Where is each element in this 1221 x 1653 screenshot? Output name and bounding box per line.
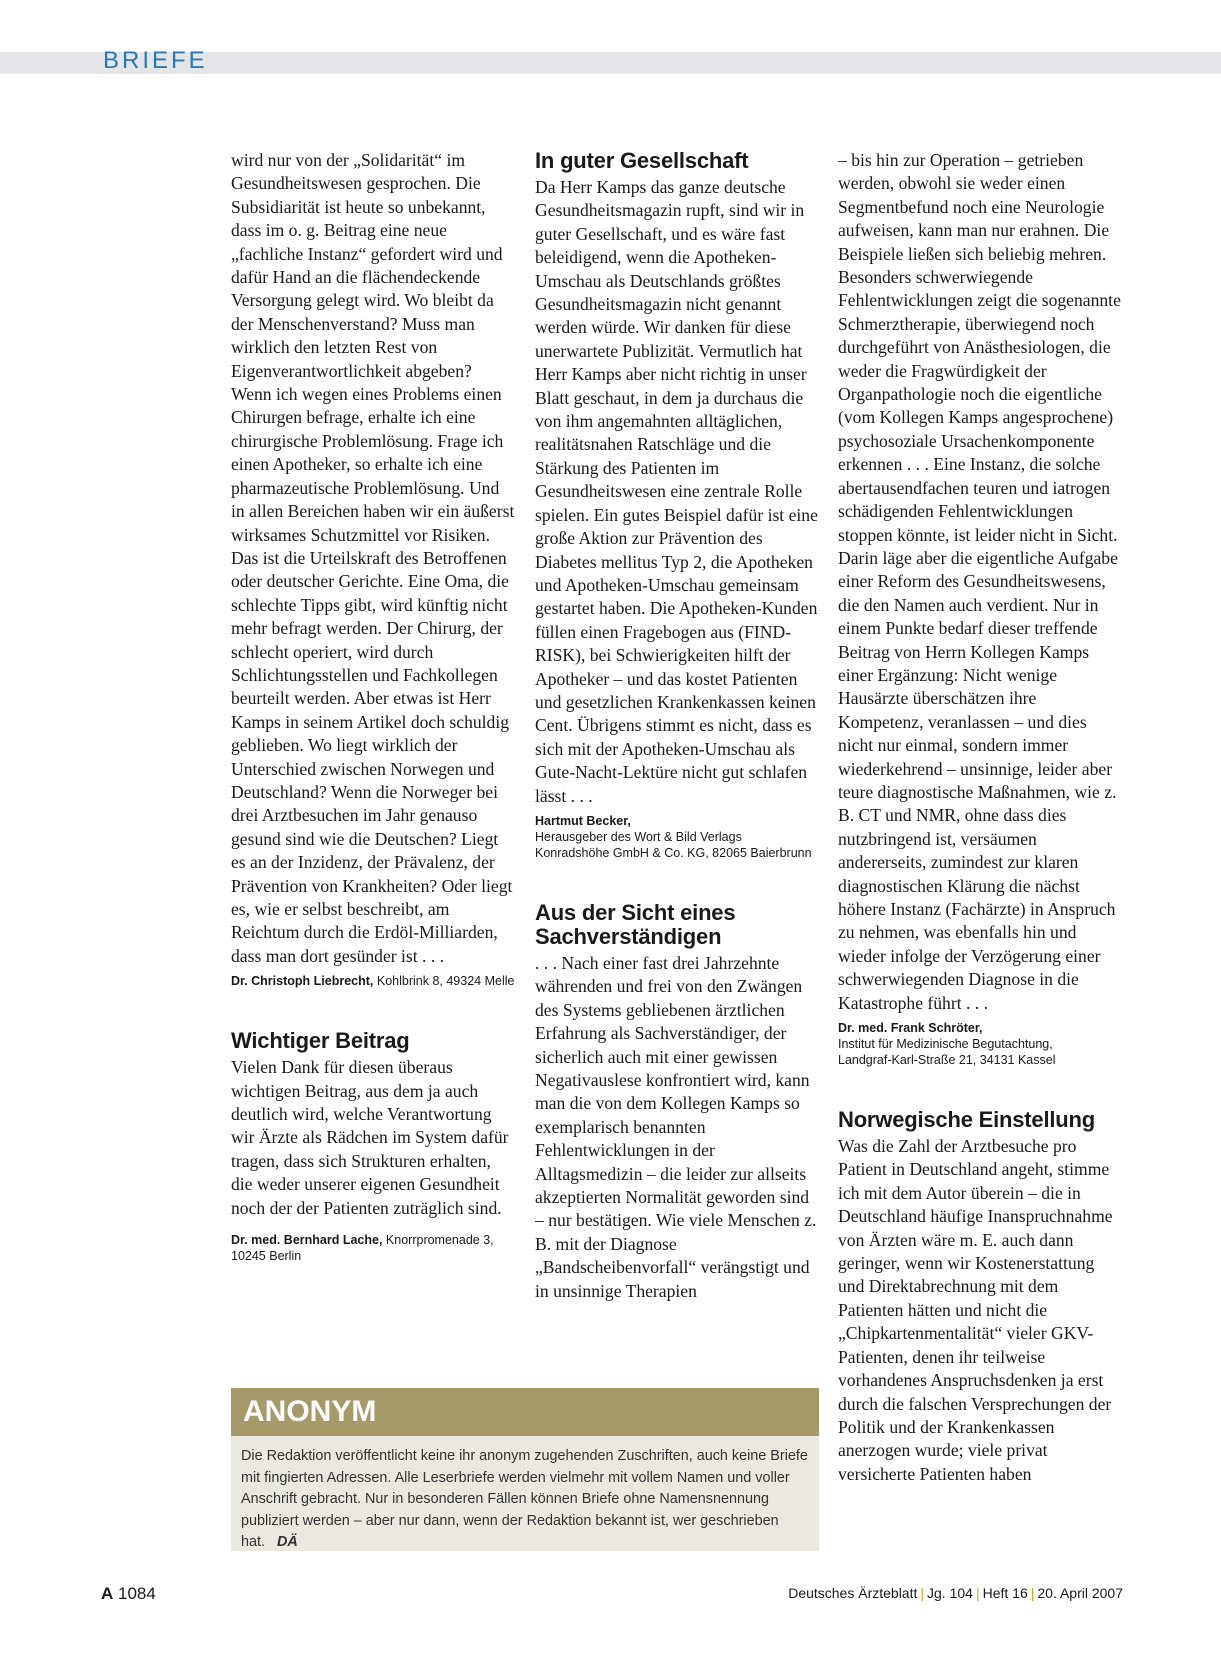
- page-prefix: A: [101, 1584, 114, 1603]
- letter-body-continuation: – bis hin zur Operation – getrieben werden, obwohl sie weder einen Segmentbefund noch eine Neurologie aufweisen, kann man nur erahnen. Die Beispiele ließen sich beliebig mehren. Besonders schwerwiegende Fehlentwicklungen zeigt die sogenannte Schmerztherapie, überwiegend noch durchgeführt von Anästhesiologen, die weder die Fragwürdigkeit der Organpathologie noch die eigentliche (vom Kollegen Kamps angesprochene) psychosoziale Ursachenkomponente erkennen . . . Eine Instanz, die solche abertausendfachen teuren und iatrogen schädigenden Fehlentwicklungen stoppen könnte, ist leider nicht in Sicht. Darin läge aber die eigentliche Aufgabe einer Reform des Gesundheitswesens, die den Namen auch verdient. Nur in einem Punkte bedarf dieser treffende Beitrag von Herrn Kollegen Kamps einer Ergänzung: Nicht wenige Hausärzte überschätzen ihre Kompetenz, veranlassen – und dies nicht nur einmal, sondern immer wiederkehrend – unsinnige, leider aber teure diagnostische Maßnahmen, wie z. B. CT und NMR, ohne dass dies nutzbringend ist, versäumen andererseits, zumindest zur klaren diagnostischen Klärung die nächst höhere Instanz (Fachärzte) in Anspruch zu nehmen, was ebenfalls hin und wieder infolge der Verzögerung einer schwerwiegenden Diagnose in die Katastrophe führt . . .: [838, 150, 1121, 1013]
- notice-abbreviation: DÄ: [277, 1534, 298, 1550]
- signature-role: Herausgeber des Wort & Bild Verlags: [535, 829, 742, 844]
- signature-name: Dr. med. Frank Schröter,: [838, 1021, 983, 1036]
- signature-name: Dr. Christoph Liebrecht,: [231, 974, 374, 989]
- journal-info: Deutsches Ärzteblatt | Jg. 104 | Heft 16 | 20. April 2007: [788, 1585, 1123, 1601]
- journal-name: Deutsches Ärzteblatt: [788, 1585, 918, 1601]
- notice-text: Die Redaktion veröffentlicht keine ihr anonym zugehenden Zuschriften, auch keine Briefe mit fingierten Adressen. Alle Leserbriefe werden vielmehr mit vollem Namen und voller Anschrift gebracht. Nur in besonderen Fällen können Briefe ohne Namensnennung publiziert werden – aber nur dann, wenn der Redaktion bekannt ist, wer geschrieben hat.: [241, 1448, 808, 1550]
- letter-body: Was die Zahl der Arztbesuche pro Patient in Deutschland angeht, stimme ich mit dem Autor überein – die in Deutschland häufige Inanspruchnahme von Ärzten wäre m. E. auch dann geringer, wenn wir Kostenerstattung und Direktabrechnung mit dem Patienten hätten und nicht die „Chipkartenmentalität“ vieler GKV-Patienten, denen ihr teilweise vorhandenes Anspruchsdenken ja erst durch die falschen Versprechungen der Politik und der Krankenkassen anerzogen wurde; viele privat versicherte Patienten haben: [838, 1136, 1113, 1484]
- signature-address: Kohlbrink 8, 49324 Melle: [376, 974, 515, 989]
- signature-name: Dr. med. Bernhard Lache,: [231, 1233, 383, 1248]
- letter-title: In guter Gesellschaft: [535, 148, 749, 173]
- column-middle: [535, 149, 820, 1303]
- journal-date: 20. April 2007: [1037, 1585, 1123, 1601]
- signature-address: Konradshöhe GmbH & Co. KG, 82065 Baierbrunn: [535, 845, 812, 860]
- letter-continuation-text: wird nur von der „Solidarität“ im Gesundheitswesen gesprochen. Die Subsidiarität ist heute so unbekannt, dass im o. g. Beitrag eine neue „fachliche Instanz“ gefordert wird und dafür Hand an die flächendeckende Versorgung gelegt wird. Wo bleibt da der Menschenverstand? Muss man wirklich den letzten Rest von Eigenverantwortlichkeit abgeben? Wenn ich wegen eines Problems einen Chirurgen befrage, erhalte ich eine chirurgische Problemlösung. Frage ich einen Apotheker, so erhalte ich eine pharmazeutische Problemlösung. Und in allen Bereichen haben wir ein äußerst wirksames Schutzmittel vor Risiken. Das ist die Urteilskraft des Betroffenen oder deutscher Gerichte. Eine Oma, die schlechte Tipps gibt, wird künftig nicht mehr befragt werden. Der Chirurg, der schlecht operiert, wird durch Schlichtungsstellen und Fachkollegen beurteilt werden. Aber etwas ist Herr Kamps in seinem Artikel doch schuldig geblieben. Wo liegt wirklich der Unterschied zwischen Norwegen und Deutschland? Wenn die Norweger bei drei Arztbesuchen im Jahr genauso gesund sind wie die Deutschen? Liegt es an der Inzidenz, der Prävalenz, der Prävention von Krankheiten? Oder liegt es, wie er selbst beschreibt, am Reichtum durch die Erdöl-Milliarden, dass man dort gesünder ist . . .: [231, 150, 515, 966]
- letter-signature: [231, 1232, 516, 1264]
- journal-volume: Jg. 104: [927, 1585, 973, 1601]
- letter-body: . . . Nach einer fast drei Jahrzehnte währenden und frei von den Zwängen des Systems gebliebenen ärztlichen Erfahrung als Sachverständiger, der sicherlich auch mit einer gewissen Negativauslese konfrontiert wird, kann man die von dem Kollegen Kamps so exemplarisch benannten Fehlentwicklungen in der Alltagsmedizin – die leider zur allseits akzeptierten Normalität geworden sind – nur bestätigen. Wie viele Menschen z. B. mit der Diagnose „Bandscheibenvorfall“ verängstigt und in unsinnige Therapien: [535, 952, 817, 1301]
- letter-body: Da Herr Kamps das ganze deutsche Gesundheitsmagazin rupft, sind wir in guter Gesellschaft, und es wäre fast beleidigend, wenn die Apotheken-Umschau als Deutschlands größtes Gesundheitsmagazin nicht genannt werden würde. Wir danken für diese unerwartete Publizität. Vermutlich hat Herr Kamps aber nicht richtig in unser Blatt geschaut, in dem ja durchaus die von ihm angemahnten alltäglichen, realitätsnahen Ratschläge und die Stärkung des Patienten im Gesundheitswesen eine zentrale Rolle spielen. Ein gutes Beispiel dafür ist eine große Aktion zur Prävention des Diabetes mellitus Typ 2, die Apotheken und Apotheken-Umschau gemeinsam gestartet haben. Die Apotheken-Kunden füllen einen Fragebogen aus (FIND-RISK), bei Schwierigkeiten hilft der Apotheker – und das kostet Patienten und gesetzlichen Krankenkassen keinen Cent. Übrigens stimmt es nicht, dass es sich mit der Apotheken-Umschau als Gute-Nacht-Lektüre nicht gut schlafen lässt . . .: [535, 177, 818, 806]
- letter-body: Vielen Dank für diesen überaus wichtigen Beitrag, aus dem ja auch deutlich wird, welche Verantwortung wir Ärzte als Rädchen im System dafür tragen, dass sich Strukturen erhalten, die weder unserer eigenen Gesundheit noch der der Patienten zuträglich sind.: [231, 1057, 509, 1218]
- section-label: BRIEFE: [103, 47, 208, 74]
- column-right: [838, 149, 1123, 1486]
- notice-text-block: [231, 1436, 819, 1554]
- signature-address: Landgraf-Karl-Straße 21, 34131 Kassel: [838, 1053, 1056, 1068]
- letter-signature: [231, 973, 516, 989]
- letter-signature: [535, 813, 820, 861]
- page-number: [101, 1584, 156, 1604]
- letter-title: Wichtiger Beitrag: [231, 1028, 410, 1054]
- letter-title: Norwegische Einstellung: [838, 1107, 1096, 1133]
- journal-issue: Heft 16: [982, 1585, 1028, 1601]
- signature-role: Institut für Medizinische Begutachtung,: [838, 1037, 1053, 1052]
- letter-title: Aus der Sicht eines Sachverständigen: [535, 899, 736, 949]
- column-left: [231, 149, 516, 1264]
- notice-title: ANONYM: [231, 1388, 819, 1436]
- signature-address: Knorrpromenade 3, 10245 Berlin: [231, 1233, 494, 1264]
- page-number-value: 1084: [118, 1584, 156, 1603]
- letter-signature: [838, 1020, 1123, 1068]
- anonym-notice-box: [231, 1388, 819, 1551]
- signature-name: Hartmut Becker,: [535, 813, 631, 828]
